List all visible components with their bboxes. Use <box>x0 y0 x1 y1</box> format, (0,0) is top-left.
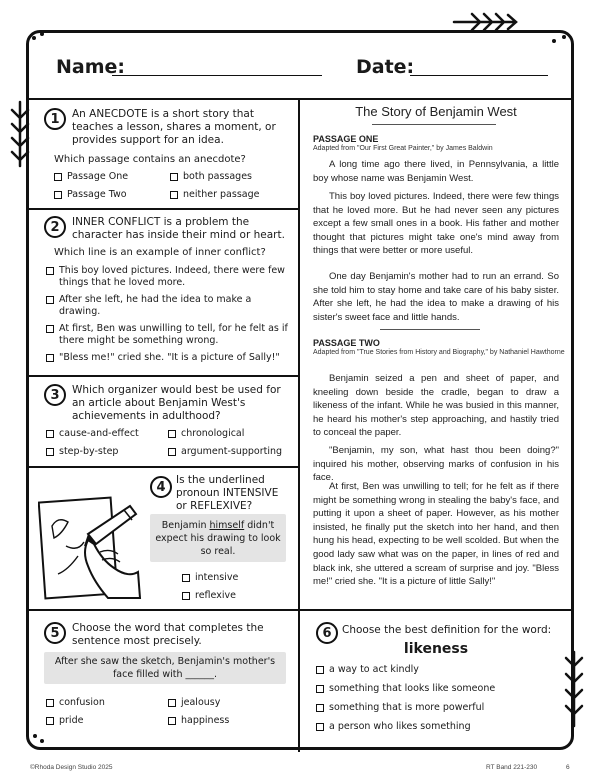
q3-option[interactable] <box>168 446 282 458</box>
header-divider <box>28 98 572 100</box>
option-label: neither passage <box>183 189 260 200</box>
story-title: The Story of Benjamin West <box>355 104 517 119</box>
checkbox[interactable] <box>170 191 178 199</box>
copyright-footer: ©Rhoda Design Studio 2025 <box>30 764 113 771</box>
date-field[interactable] <box>410 75 548 76</box>
title-rule <box>372 124 496 125</box>
arrow-decoration-right-icon <box>560 650 588 730</box>
q6-option[interactable] <box>316 721 471 733</box>
option-label: cause-and-effect <box>59 428 139 439</box>
option-label: pride <box>59 715 84 726</box>
option-label: confusion <box>59 697 105 708</box>
question-number-1: 1 <box>44 108 66 130</box>
checkbox[interactable] <box>46 296 54 304</box>
q5-option[interactable] <box>46 715 83 727</box>
checkbox[interactable] <box>46 717 54 725</box>
q2-option[interactable] <box>46 265 290 289</box>
question-number-4: 4 <box>150 476 172 498</box>
passage-one-paragraph: This boy loved pictures. Indeed, there were few things that he loved more. But he had never seen any pictures except a few small ones in a book. His father and mother thought that pictures might take one's mind away from things that were better or more useful. <box>313 191 559 257</box>
option-label: intensive <box>195 572 239 583</box>
dots-decoration-icon <box>548 34 570 48</box>
option-label: both passages <box>183 171 253 182</box>
q5-option[interactable] <box>168 715 229 727</box>
inner-conflict-definition: INNER CONFLICT is a problem the character has inside their mind or heart. <box>72 216 285 241</box>
row-divider <box>28 208 298 210</box>
date-label: Date: <box>356 56 415 78</box>
q6-prompt: Choose the best definition for the word: <box>342 624 552 636</box>
q2-prompt: Which line is an example of inner conflict? <box>54 247 266 258</box>
q5-option[interactable] <box>168 697 220 709</box>
name-field[interactable] <box>112 75 322 76</box>
q4-sentence: Benjamin himself didn't expect his drawing to look so real. <box>150 514 286 562</box>
checkbox[interactable] <box>46 699 54 707</box>
q5-sentence: After she saw the sketch, Benjamin's mother's face filled with ______. <box>44 652 286 684</box>
q4-option[interactable] <box>182 572 238 584</box>
name-label: Name: <box>56 56 126 78</box>
q6-option[interactable] <box>316 702 484 714</box>
checkbox[interactable] <box>168 699 176 707</box>
q3-option[interactable] <box>46 446 118 458</box>
question-number-3: 3 <box>44 384 66 406</box>
option-label: This boy loved pictures. Indeed, there were few things that he loved more. <box>59 265 285 288</box>
option-label: jealousy <box>181 697 221 708</box>
q1-option[interactable] <box>170 171 252 183</box>
rt-band-footer: RT Band 221-230 <box>486 764 538 771</box>
checkbox[interactable] <box>316 704 324 712</box>
checkbox[interactable] <box>46 430 54 438</box>
checkbox[interactable] <box>170 173 178 181</box>
option-label: Passage Two <box>67 189 127 200</box>
q2-option[interactable] <box>46 352 290 364</box>
row-divider <box>28 609 572 611</box>
option-label: a person who likes something <box>329 721 471 732</box>
passage-one-paragraph: A long time ago there lived, in Pennsylvania, a little boy whose name was Benjamin West. <box>313 159 559 184</box>
option-label: At first, Ben was unwilling to tell, for he felt as if there might be something wrong. <box>59 323 288 346</box>
option-label: step-by-step <box>59 446 119 457</box>
checkbox[interactable] <box>46 267 54 275</box>
dots-decoration-icon <box>30 30 48 44</box>
anecdote-definition: An ANECDOTE is a short story that teaches a lesson, shares a moment, or provides support for an idea. <box>72 108 276 146</box>
q2-option[interactable] <box>46 294 290 318</box>
option-label: Passage One <box>67 171 129 182</box>
checkbox[interactable] <box>46 354 54 362</box>
q3-option[interactable] <box>46 428 139 440</box>
checkbox[interactable] <box>182 574 190 582</box>
q2-option[interactable] <box>46 323 290 347</box>
q5-prompt: Choose the word that completes the sentence most precisely. <box>72 622 264 647</box>
passage-two-paragraph: "Benjamin, my son, what hast thou been doing?" inquired his mother, observing marks of confusion in his face. <box>313 445 559 484</box>
q1-option[interactable] <box>170 189 259 201</box>
passage-two-paragraph: At first, Ben was unwilling to tell; for he felt as if there might be something wrong in stealing the baby's face, and putting it upon a sheet of paper. However, as his mother insisted, he finally put the sketch into her hand, and then hung his head, expecting to be well scolded. But when the good lady saw what was on the paper, in lines of red and black ink, she uttered a scream of surprise and joy. "Bless me!" cried she. "It is a picture of little Sally!" <box>313 481 559 588</box>
option-label: chronological <box>181 428 245 439</box>
option-label: a way to act kindly <box>329 664 419 675</box>
checkbox[interactable] <box>316 685 324 693</box>
q5-option[interactable] <box>46 697 105 709</box>
checkbox[interactable] <box>54 173 62 181</box>
question-number-5: 5 <box>44 622 66 644</box>
q1-option[interactable] <box>54 171 128 183</box>
underlined-pronoun: himself <box>209 519 245 531</box>
passage-one-source: Adapted from "Our First Great Painter," by James Baldwin <box>313 145 493 152</box>
q6-option[interactable] <box>316 664 419 676</box>
passage-two-paragraph: Benjamin seized a pen and sheet of paper, and kneeling down beside the cradle, began to draw a likeness of the infant. While he was busied in this manner, he heard his mother's step approaching, and hastily tried to conceal the paper. <box>313 373 559 439</box>
checkbox[interactable] <box>168 430 176 438</box>
option-label: argument-supporting <box>181 446 283 457</box>
checkbox[interactable] <box>316 666 324 674</box>
passage-one-paragraph: One day Benjamin's mother had to run an errand. So she told him to stay home and take care of his baby sister. After she left, he had the idea to make a drawing of his sister's sweet face and little hands. <box>313 271 559 323</box>
question-number-6: 6 <box>316 622 338 644</box>
q4-option[interactable] <box>182 590 236 602</box>
q1-option[interactable] <box>54 189 127 201</box>
vocabulary-word: likeness <box>403 641 469 657</box>
hand-drawing-illustration <box>38 486 142 602</box>
checkbox[interactable] <box>46 448 54 456</box>
option-label: After she left, he had the idea to make a drawing. <box>59 294 252 317</box>
passage-separator <box>380 329 480 330</box>
arrow-decoration-top-icon <box>452 10 522 34</box>
checkbox[interactable] <box>182 592 190 600</box>
dots-decoration-icon <box>30 730 48 744</box>
q3-prompt: Which organizer would best be used for an article about Benjamin West's achievements in adulthood? <box>72 384 281 422</box>
row-divider <box>28 466 298 468</box>
option-label: something that looks like someone <box>329 683 496 694</box>
q3-option[interactable] <box>168 428 244 440</box>
checkbox[interactable] <box>168 448 176 456</box>
q4-prompt: Is the underlined pronoun INTENSIVE or REFLEXIVE? <box>176 474 279 512</box>
option-label: "Bless me!" cried she. "It is a picture of Sally!" <box>59 352 280 363</box>
question-number-2: 2 <box>44 216 66 238</box>
q6-option[interactable] <box>316 683 495 695</box>
checkbox[interactable] <box>168 717 176 725</box>
passage-one-heading: PASSAGE ONE <box>313 134 379 144</box>
checkbox[interactable] <box>316 723 324 731</box>
passage-two-heading: PASSAGE TWO <box>313 338 380 348</box>
option-label: happiness <box>181 715 230 726</box>
checkbox[interactable] <box>46 325 54 333</box>
option-label: reflexive <box>195 590 236 601</box>
passage-two-source: Adapted from "True Stories from History and Biography," by Nathaniel Hawthorne <box>313 349 565 356</box>
q1-prompt: Which passage contains an anecdote? <box>54 154 246 165</box>
row-divider <box>28 375 298 377</box>
page-number: 6 <box>566 764 570 771</box>
option-label: something that is more powerful <box>329 702 485 713</box>
checkbox[interactable] <box>54 191 62 199</box>
arrow-decoration-left-icon <box>6 100 34 170</box>
